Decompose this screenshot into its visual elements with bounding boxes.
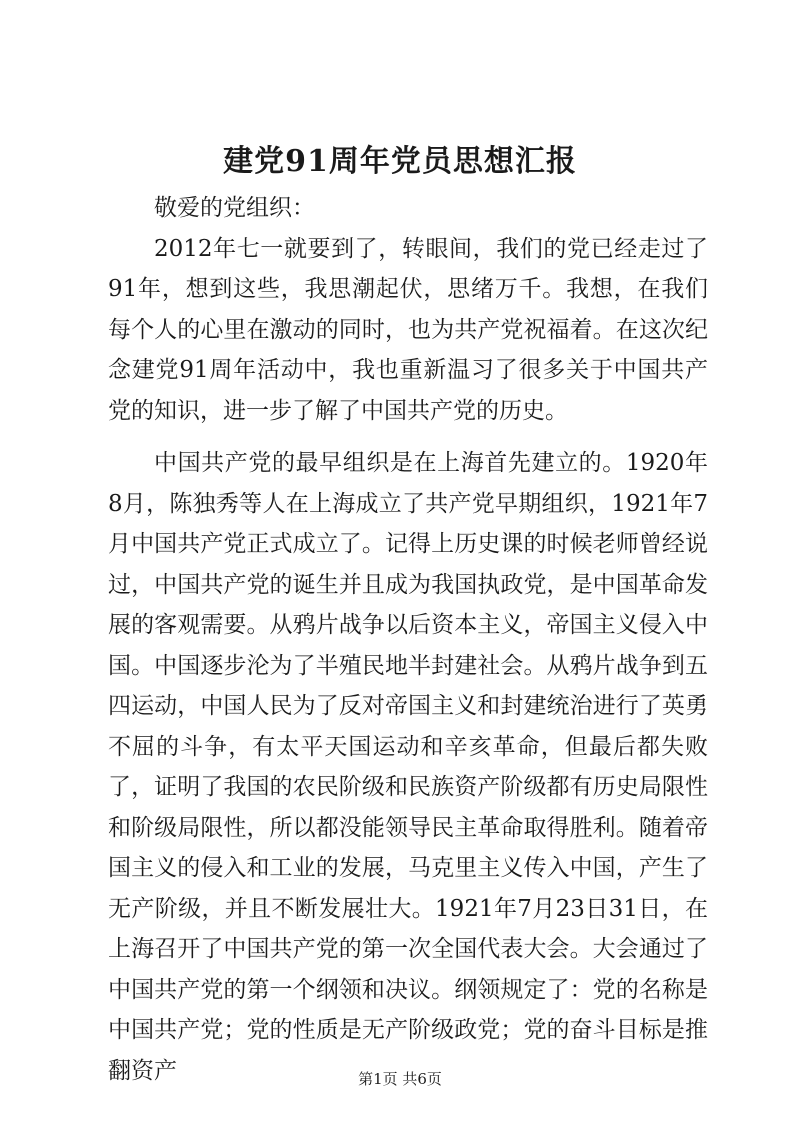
page-title: 建党91周年党员思想汇报 (223, 144, 577, 179)
document-body (108, 188, 708, 1091)
paragraph-1: 2012年七一就要到了，转眼间，我们的党已经走过了91年，想到这些，我思潮起伏，思绪万千。我想，在我们每个人的心里在激动的同时，也为共产党祝福着。在这次纪念建党91周年活动中，我也重新温习了很多关于中国共产党的知识，进一步了解了中国共产党的历史。 (108, 235, 708, 424)
paragraph-2: 中国共产党的最早组织是在上海首先建立的。1920年8月，陈独秀等人在上海成立了共产党早期组织，1921年7月中国共产党正式成立了。记得上历史课的时候老师曾经说过，中国共产党的诞生并且成为我国执政党，是中国革命发展的客观需要。从鸦片战争以后资本主义，帝国主义侵入中国。中国逐步沦为了半殖民地半封建社会。从鸦片战争到五四运动，中国人民为了反对帝国主义和封建统治进行了英勇不屈的斗争，有太平天国运动和辛亥革命，但最后都失败了，证明了我国的农民阶级和民族资产阶级都有历史局限性和阶级局限性，所以都没能领导民主革命取得胜利。随着帝国主义的侵入和工业的发展，马克里主义传入中国，产生了无产阶级，并且不断发展壮大。1921年7月23日31日，在上海召开了中国共产党的第一次全国代表大会。大会通过了中国共产党的第一个纲领和决议。纲领规定了：党的名称是中国共产党；党的性质是无产阶级政党；党的奋斗目标是推翻资产 (108, 450, 708, 1084)
page-footer: 第1页 共6页 (358, 1070, 442, 1088)
salutation: 敬爱的党组织： (154, 195, 315, 221)
